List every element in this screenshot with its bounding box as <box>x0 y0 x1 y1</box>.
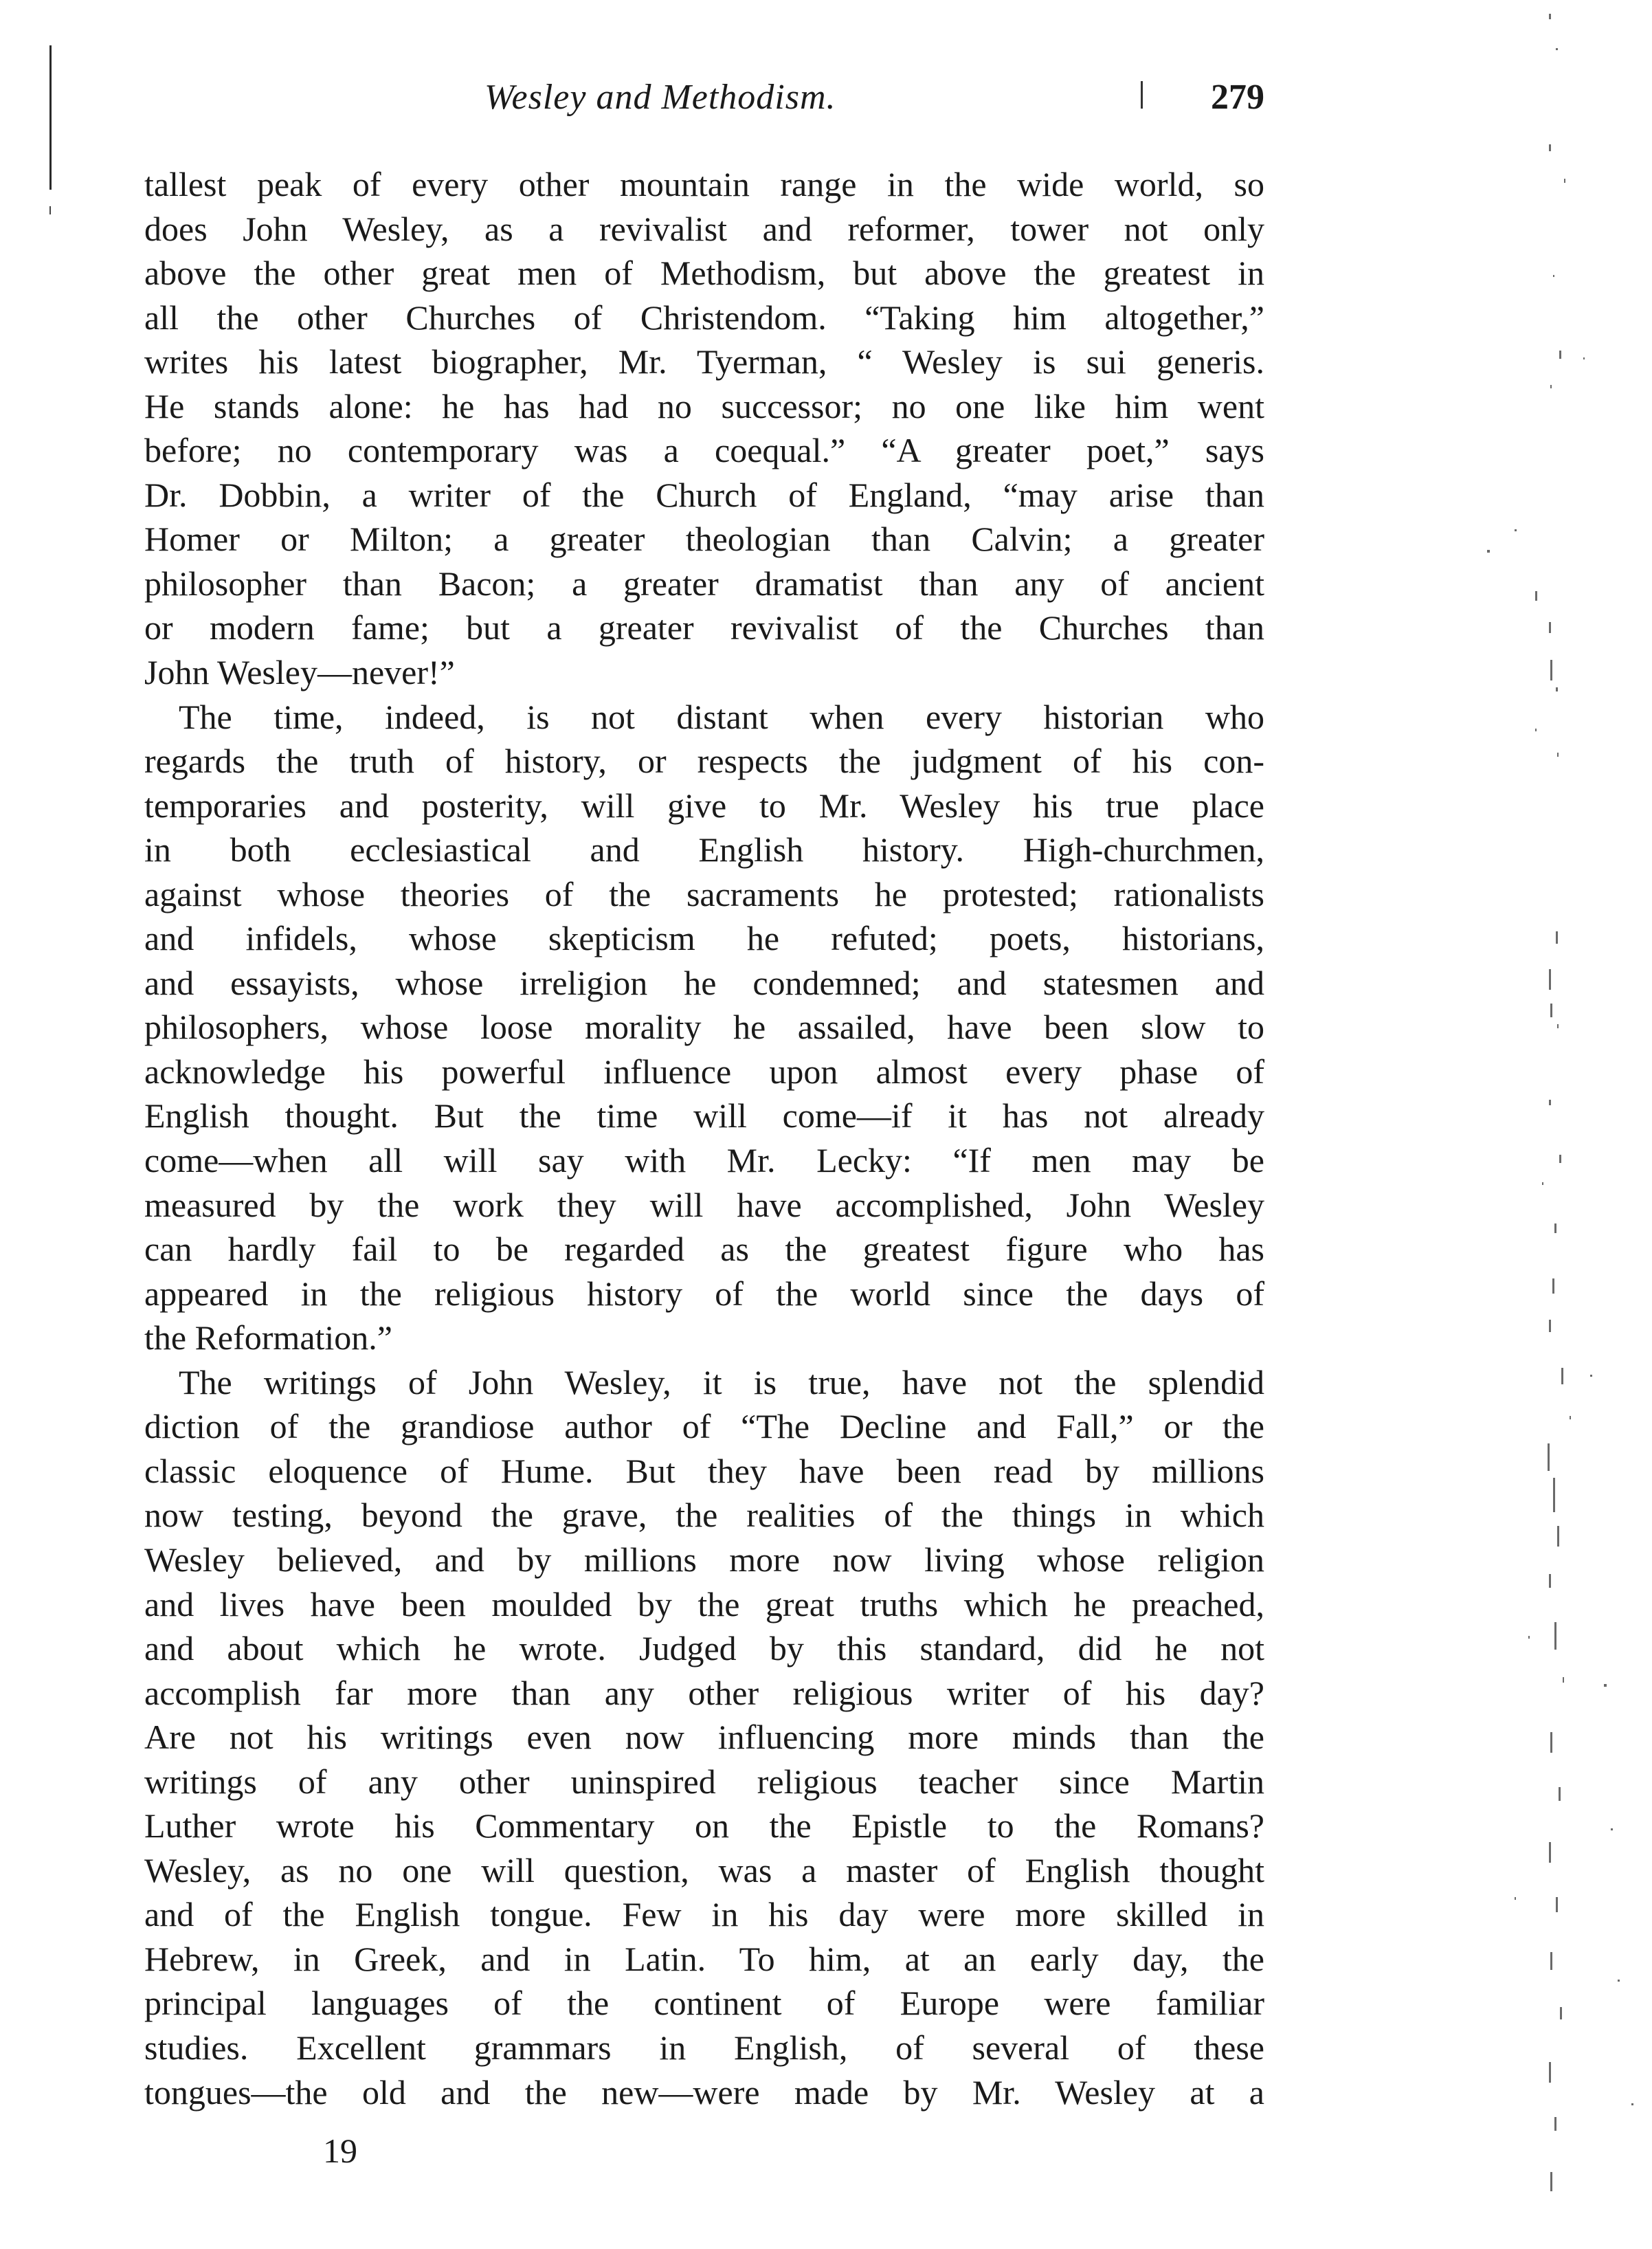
text-line: and essayists, whose irreligion he condemned; and statesmen and <box>144 963 1264 1002</box>
text-line: all the other Churches of Christendom. “Taking him altogether,” <box>144 298 1264 337</box>
text-line: accomplish far more than any other religious writer of his day? <box>144 1673 1264 1712</box>
text-line: now testing, beyond the grave, the realities of the things in which <box>144 1496 1264 1535</box>
text-line: and infidels, whose skepticism he refuted; poets, historians, <box>144 919 1264 958</box>
text-line: come—when all will say with Mr. Lecky: “If men may be <box>144 1141 1264 1180</box>
body-text <box>144 162 1264 2114</box>
text-line: tongues—the old and the new—were made by Mr. Wesley at a <box>144 2072 1264 2112</box>
text-line: Dr. Dobbin, a writer of the Church of England, “may arise than <box>144 475 1264 514</box>
text-line: classic eloquence of Hume. But they have been read by millions <box>144 1451 1264 1490</box>
text-line: above the other great men of Methodism, but above the greatest in <box>144 254 1264 293</box>
text-line: Wesley believed, and by millions more now living whose religion <box>144 1540 1264 1579</box>
text-line: acknowledge his powerful influence upon almost every phase of <box>144 1052 1264 1091</box>
text-line: Hebrew, in Greek, and in Latin. To him, at an early day, the <box>144 1939 1264 1978</box>
text-line: and about which he wrote. Judged by this standard, did he not <box>144 1629 1264 1668</box>
text-line: measured by the work they will have accomplished, John Wesley <box>144 1185 1264 1224</box>
header-tick-mark <box>1141 81 1143 109</box>
show-through-speckle <box>1446 0 1652 2249</box>
signature-mark: 19 <box>323 2131 357 2170</box>
text-line: The time, indeed, is not distant when every historian who <box>179 697 1264 736</box>
text-line: can hardly fail to be regarded as the greatest figure who has <box>144 1230 1264 1269</box>
text-line: Wesley, as no one will question, was a master of English thought <box>144 1850 1264 1890</box>
text-line: philosopher than Bacon; a greater dramatist than any of ancient <box>144 564 1264 603</box>
text-line: He stands alone: he has had no successor; no one like him went <box>144 386 1264 425</box>
text-line: Are not his writings even now influencing more minds than the <box>144 1718 1264 1757</box>
page-number: 279 <box>1211 78 1264 117</box>
text-line: Luther wrote his Commentary on the Epistle to the Romans? <box>144 1806 1264 1846</box>
text-line: appeared in the religious history of the world since the days of <box>144 1274 1264 1313</box>
running-title: Wesley and Methodism. <box>484 78 836 117</box>
text-line: principal languages of the continent of Europe were familiar <box>144 1984 1264 2023</box>
text-line: diction of the grandiose author of “The Decline and Fall,” or the <box>144 1407 1264 1446</box>
text-line: does John Wesley, as a revivalist and reformer, tower not only <box>144 209 1264 248</box>
text-line: writes his latest biographer, Mr. Tyerman, “ Wesley is sui generis. <box>144 342 1264 381</box>
text-line: and of the English tongue. Few in his day were more skilled in <box>144 1895 1264 1934</box>
text-line: philosophers, whose loose morality he assailed, have been slow to <box>144 1008 1264 1047</box>
text-line: Homer or Milton; a greater theologian than Calvin; a greater <box>144 520 1264 559</box>
text-line: The writings of John Wesley, it is true, have not the splendid <box>179 1362 1264 1402</box>
text-line: tallest peak of every other mountain range in the wide world, so <box>144 165 1264 203</box>
text-line: and lives have been moulded by the great truths which he preached, <box>144 1584 1264 1624</box>
binding-edge-mark <box>49 206 51 214</box>
text-line: before; no contemporary was a coequal.” “A greater poet,” says <box>144 431 1264 470</box>
text-line: studies. Excellent grammars in English, of several of these <box>144 2028 1264 2067</box>
text-line: in both ecclesiastical and English history. High-churchmen, <box>144 830 1264 869</box>
text-line: writings of any other uninspired religious teacher since Martin <box>144 1762 1264 1801</box>
text-line: regards the truth of history, or respects the judgment of his con- <box>144 742 1264 781</box>
text-line: English thought. But the time will come—if it has not already <box>144 1096 1264 1135</box>
text-line: the Reformation.” <box>144 1318 392 1358</box>
text-line: against whose theories of the sacraments he protested; rationalists <box>144 874 1264 913</box>
binding-edge-line <box>49 45 52 190</box>
text-line: or modern fame; but a greater revivalist of the Churches than <box>144 608 1264 647</box>
page-header <box>137 77 1264 125</box>
text-line: John Wesley—never!” <box>144 653 455 692</box>
text-line: temporaries and posterity, will give to Mr. Wesley his true place <box>144 786 1264 825</box>
